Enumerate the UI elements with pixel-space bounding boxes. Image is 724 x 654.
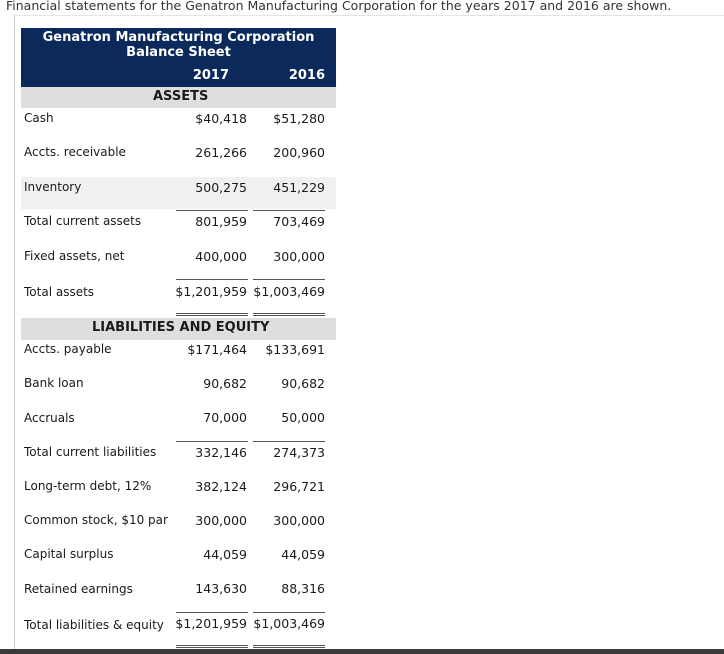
table-row: [21, 572, 336, 606]
row-label: Bank loan: [24, 376, 84, 390]
table-row: [21, 135, 336, 169]
total-double-rule: [176, 313, 248, 316]
row-label: Accts. receivable: [24, 145, 126, 159]
value-2016: 50,000: [281, 410, 325, 425]
row-label: Total assets: [24, 285, 95, 299]
table-row: [21, 436, 336, 470]
value-2016: $133,691: [265, 342, 325, 357]
bottom-edge: [0, 649, 724, 654]
value-2017: 332,146: [195, 445, 247, 460]
row-label: Inventory: [24, 180, 82, 194]
value-2017: 143,630: [195, 581, 247, 596]
value-2017: 801,959: [195, 214, 247, 229]
row-label: Fixed assets, net: [24, 249, 125, 263]
row-label: Retained earnings: [24, 582, 133, 596]
value-2016: 44,059: [281, 547, 325, 562]
value-2017: 261,266: [195, 145, 247, 160]
row-label: Total current assets: [24, 214, 142, 228]
row-label: Accts. payable: [24, 342, 112, 356]
row-label: Capital surplus: [24, 547, 114, 561]
total-double-rule: [176, 645, 248, 648]
value-2017: 300,000: [195, 513, 247, 528]
value-2016: 200,960: [273, 145, 325, 160]
row-label: Long-term debt, 12%: [24, 479, 152, 493]
row-label: Common stock, $10 par: [24, 513, 168, 527]
table-row: [21, 367, 336, 401]
value-2017: $171,464: [187, 342, 247, 357]
company-name: Genatron Manufacturing Corporation: [42, 30, 315, 45]
value-2017: $1,201,959: [175, 616, 247, 631]
year-2017-header: 2017: [192, 68, 229, 83]
intro-text: Financial statements for the Genatron Manufacturing Corporation for the years 2017 and 2016 are shown.: [6, 0, 672, 13]
value-2017: 500,275: [195, 180, 247, 195]
value-2017: $1,201,959: [175, 284, 247, 299]
value-2016: 88,316: [281, 581, 325, 596]
table-row: [21, 401, 336, 435]
table-row: [21, 608, 336, 642]
table-row: [21, 239, 336, 273]
value-2017: 90,682: [203, 376, 247, 391]
value-2017: 70,000: [203, 410, 247, 425]
table-row: [21, 470, 336, 504]
row-label: Total current liabilities: [24, 445, 157, 459]
row-label: Total liabilities & equity: [24, 618, 164, 632]
table-row: [21, 101, 336, 135]
value-2016: $51,280: [273, 111, 325, 126]
value-2016: $1,003,469: [253, 284, 325, 299]
value-2017: 44,059: [203, 547, 247, 562]
value-2017: 382,124: [195, 479, 247, 494]
liabilities-title: LIABILITIES AND EQUITY: [92, 320, 270, 335]
value-2016: 90,682: [281, 376, 325, 391]
row-label: Accruals: [24, 411, 75, 425]
assets-title: ASSETS: [153, 89, 209, 104]
table-row: [21, 538, 336, 572]
value-2016: $1,003,469: [253, 616, 325, 631]
value-2016: 451,229: [273, 180, 325, 195]
balance-sheet-header: [21, 28, 336, 87]
table-row: [21, 204, 336, 238]
table-row: [21, 333, 336, 367]
row-label: Cash: [24, 111, 54, 125]
value-2017: 400,000: [195, 249, 247, 264]
total-double-rule: [253, 313, 325, 316]
value-2016: 300,000: [273, 513, 325, 528]
value-2016: 296,721: [273, 479, 325, 494]
value-2016: 274,373: [273, 445, 325, 460]
table-row: [21, 504, 336, 538]
table-row: [21, 275, 336, 309]
value-2017: $40,418: [195, 111, 247, 126]
value-2016: 703,469: [273, 214, 325, 229]
total-double-rule: [253, 645, 325, 648]
year-2016-header: 2016: [288, 68, 325, 83]
statement-title: Balance Sheet: [126, 45, 231, 60]
value-2016: 300,000: [273, 249, 325, 264]
